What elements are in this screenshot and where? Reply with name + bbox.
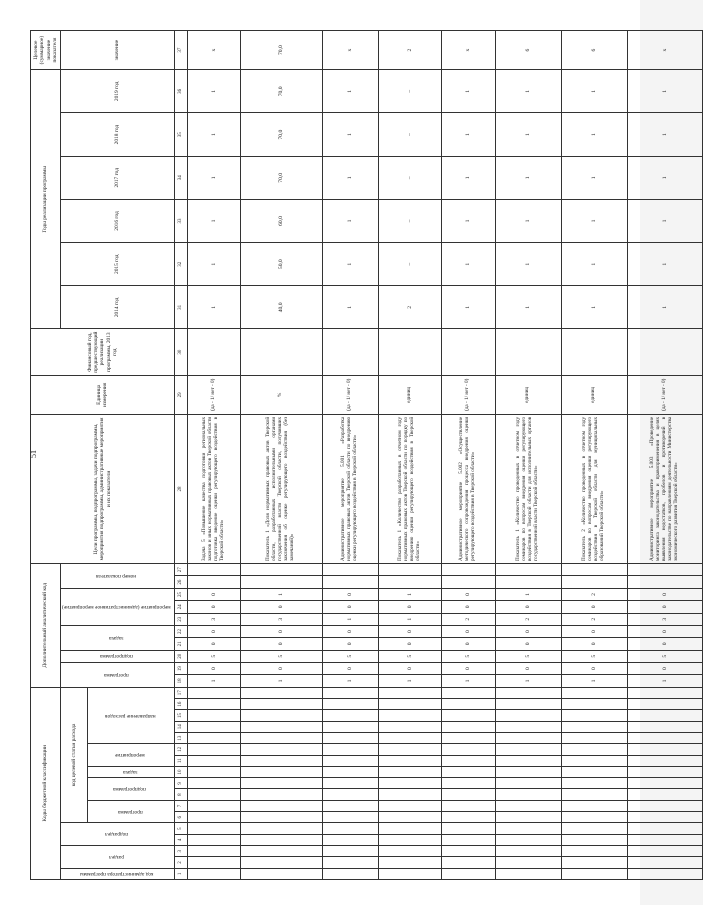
row-unit: (да - 1/ нет - 0)	[187, 375, 240, 414]
row-text: Показатель 2 «Количество проведенных в отчетном году семинаров по вопросам внедрения оценки регулирующего воздействия в Тверской области для муниципальных образований Тверской области»	[561, 414, 627, 563]
header-target: Целевое (суммарное) значение показателя	[31, 31, 61, 70]
row-fin	[322, 329, 378, 375]
column-number-row: 1 2 3 4 5 6 7 8 9 10 11 12 13 14 15 16 17 18 19 20 21 22 23 24 25 26 27 28 29 30 31 32 33 34 35 36 37	[174, 31, 187, 880]
header-napravlenie: направление расходов	[88, 687, 175, 744]
header-2015: 2015 год	[61, 243, 175, 286]
header-dak-pokaz: номер показателя	[61, 564, 175, 589]
row-fin	[240, 329, 322, 375]
row-text: Показатель 1 «Количество разработанных в отчетном году нормативных правовых актов Тверской области по порядку по внедрению оценки регулирующего воздействия в Тверской области»	[378, 414, 441, 563]
header-unit: Единица измерения	[31, 375, 175, 414]
header-dak-prog: программа	[61, 662, 175, 687]
table-row: 1 0 5 0 0 2 0 0 Административное мероприятие 5.002 «Осуществление методического сопровождения процесса внедрения оценки регулирующего воздействия в Тверской области» (да - 1/ нет - 0) 1 1 1 1 1 1 х	[441, 31, 495, 880]
table-row: 1 0 5 0 0 2 0 1 Показатель 1 «Количество проведенных в отчетном году семинаров по вопросам внедрения оценки регулирующего воздействия в Тверской области для исполнительных органов государственной власти Тверской области» единиц 1 1 1 1 1 1 6	[495, 31, 561, 880]
table-row: 1 0 5 0 0 1 0 1 Показатель 1 «Количество разработанных в отчетном году нормативных правовых актов Тверской области по порядку по внедрению оценки регулирующего воздействия в Тверской области» единиц 2 – – – – – 2	[378, 31, 441, 880]
row-unit: единиц	[561, 375, 627, 414]
header-podrazdel: подраздел	[61, 823, 175, 846]
header-zadacha: задача	[88, 766, 175, 777]
header-kod-admin: код администратора программы	[61, 868, 175, 879]
table-row: 1 0 5 0 0 3 0 0 Административное мероприятие 5.003 «Проведение мониторинга законодательства и правоприменения в целях выявления недостатков, пробелов и противоречий в законодательстве по направлениям деятельности Министерства экономического развития Тверской области» (да - 1/ нет - 0) 1 1 1 1 1 1 х	[627, 31, 702, 880]
header-razdel: раздел	[61, 846, 175, 869]
row-fin	[441, 329, 495, 375]
row-unit: %	[240, 375, 322, 414]
header-2016: 2016 год	[61, 199, 175, 242]
row-text: Административное мероприятие 5.002 «Осуществление методического сопровождения процесса внедрения оценки регулирующего воздействия в Тверской области»	[441, 414, 495, 563]
page-number: 51	[29, 450, 38, 458]
row-text: Административное мероприятие 5.003 «Проведение мониторинга законодательства и правоприменения в целях выявления недостатков, пробелов и противоречий в законодательстве по направлениям деятельности Министерства экономического развития Тверской области»	[627, 414, 702, 563]
rotated-table-container	[30, 30, 679, 880]
header-dak-merop: мероприятие (административное мероприятие)	[61, 588, 175, 625]
table-row: 1 0 5 0 0 1 0 0 Административное мероприятие 5.001 «Разработка нормативных правовых актов Тверской области по внедрению оценки регулирующего воздействия в Тверской области» (да - 1/ нет - 0) 1 1 1 1 1 1 х	[322, 31, 378, 880]
header-znachenie: значение	[61, 31, 175, 70]
header-podprogramma: подпрограмма	[88, 778, 175, 801]
row-unit: (да - 1/ нет - 0)	[441, 375, 495, 414]
header-dak-zadacha: задача	[61, 625, 175, 650]
header-meropriyatie: мероприятие	[88, 744, 175, 767]
header-kod-statiy: код целевой статьи расхода	[61, 687, 88, 823]
header-2014: 2014 год	[61, 286, 175, 329]
header-kbk: Коды бюджетной классификации	[31, 687, 61, 879]
row-fin	[627, 329, 702, 375]
header-2018: 2018 год	[61, 113, 175, 156]
table-row: 1 0 5 0 0 3 0 0 Задача 5 «Повышение качества подготовки региональных законов и иных нормативных правовых актов Тверской области подготовка введение оценки регулирующего воздействия в Тверской области» (да - 1/ нет - 0) 1 1 1 1 1 1 х	[187, 31, 240, 880]
header-years-group: Годы реализации программы	[31, 70, 61, 329]
program-table	[30, 30, 703, 880]
table-row: 1 0 5 0 0 3 0 1 Показатель 1 «Доля нормативных правовых актов Тверской области, разработанных исполнительными органами государственной власти Тверской области, получивших заключения об оценке регулирующего воздействия (без замечаний)» % 40,0 50,0 60,0 70,0 70,0 70,0 70,0	[240, 31, 322, 880]
row-fin	[187, 329, 240, 375]
row-unit: (да - 1/ нет - 0)	[627, 375, 702, 414]
row-unit: единиц	[495, 375, 561, 414]
header-dak-podprog: подпрограмма	[61, 650, 175, 662]
header-goals: Цели программы, подпрограммы, задачи подпрограммы, мероприятия подпрограммы, административные мероприятия и их показатели	[31, 414, 175, 563]
table-sheet	[30, 30, 679, 880]
row-fin	[495, 329, 561, 375]
row-text: Показатель 1 «Количество проведенных в отчетном году семинаров по вопросам внедрения оценки регулирующего воздействия в Тверской области для исполнительных органов государственной власти Тверской области»	[495, 414, 561, 563]
row-unit: единиц	[378, 375, 441, 414]
row-fin	[561, 329, 627, 375]
row-unit: (да - 1/ нет - 0)	[322, 375, 378, 414]
header-dak: Дополнительный аналитический код	[31, 564, 61, 688]
row-text: Административное мероприятие 5.001 «Разработка нормативных правовых актов Тверской области по внедрению оценки регулирующего воздействия в Тверской области»	[322, 414, 378, 563]
header-2017: 2017 год	[61, 156, 175, 199]
row-text: Показатель 1 «Доля нормативных правовых актов Тверской области, разработанных исполнительными органами государственной власти Тверской области, получивших заключения об оценке регулирующего воздействия (без замечаний)»	[240, 414, 322, 563]
header-programma: программа	[88, 800, 175, 823]
table-row: 1 0 5 0 0 2 0 2 Показатель 2 «Количество проведенных в отчетном году семинаров по вопросам внедрения оценки регулирующего воздействия в Тверской области для муниципальных образований Тверской области» единиц 1 1 1 1 1 1 6	[561, 31, 627, 880]
header-fin-year: Финансовый год, предшествующий реализации программы, 2013 год	[31, 329, 175, 375]
row-fin	[378, 329, 441, 375]
row-text: Задача 5 «Повышение качества подготовки региональных законов и иных нормативных правовых актов Тверской области подготовка введение оценки регулирующего воздействия в Тверской области»	[187, 414, 240, 563]
header-2019: 2019 год	[61, 70, 175, 113]
